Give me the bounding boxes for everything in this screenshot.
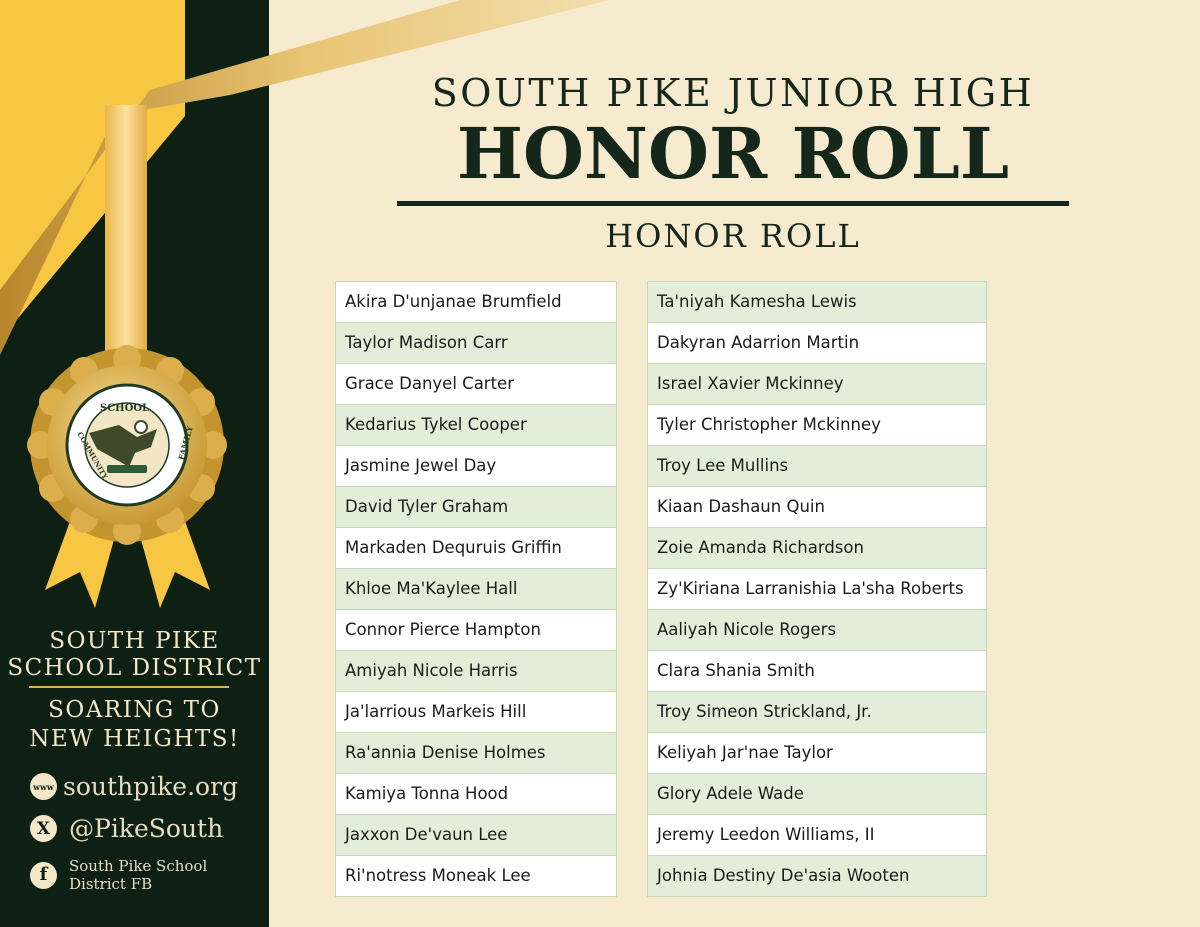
student-name-row: Dakyran Adarrion Martin xyxy=(648,322,986,363)
student-name-row: Glory Adele Wade xyxy=(648,773,986,814)
globe-icon: www xyxy=(30,773,57,800)
x-handle-text: @PikeSouth xyxy=(69,814,224,843)
facebook-text-line1: South Pike School xyxy=(69,857,208,875)
student-name-row: Troy Simeon Strickland, Jr. xyxy=(648,691,986,732)
x-social-link[interactable] xyxy=(30,814,223,843)
student-name-row: Troy Lee Mullins xyxy=(648,445,986,486)
student-name-row: Akira D'unjanae Brumfield xyxy=(336,282,616,322)
district-name xyxy=(0,628,269,682)
student-name-row: David Tyler Graham xyxy=(336,486,616,527)
motto-line1: SOARING TO xyxy=(48,697,221,723)
student-name-row: Israel Xavier Mckinney xyxy=(648,363,986,404)
student-name-row: Zy'Kiriana Larranishia La'sha Roberts xyxy=(648,568,986,609)
student-name-row: Ri'notress Moneak Lee xyxy=(336,855,616,896)
student-name-row: Jeremy Leedon Williams, II xyxy=(648,814,986,855)
student-name-row: Aaliyah Nicole Rogers xyxy=(648,609,986,650)
title-divider xyxy=(397,201,1069,206)
facebook-link[interactable] xyxy=(30,857,207,893)
student-list-column-2 xyxy=(647,281,987,897)
student-name-row: Keliyah Jar'nae Taylor xyxy=(648,732,986,773)
district-divider xyxy=(29,686,229,688)
section-subtitle: HONOR ROLL xyxy=(605,217,861,255)
student-name-row: Tyler Christopher Mckinney xyxy=(648,404,986,445)
seal-text-family: FAMILY xyxy=(176,424,195,462)
x-logo-icon: X xyxy=(30,815,57,842)
seal-text-community: COMMUNITY xyxy=(75,430,110,481)
student-name-row: Johnia Destiny De'asia Wooten xyxy=(648,855,986,896)
website-link[interactable] xyxy=(30,772,238,801)
student-name-row: Khloe Ma'Kaylee Hall xyxy=(336,568,616,609)
district-motto xyxy=(0,696,269,754)
facebook-text-line2: District FB xyxy=(69,875,153,893)
student-name-row: Jasmine Jewel Day xyxy=(336,445,616,486)
student-name-row: Ta'niyah Kamesha Lewis xyxy=(648,282,986,322)
student-name-row: Grace Danyel Carter xyxy=(336,363,616,404)
student-name-row: Amiyah Nicole Harris xyxy=(336,650,616,691)
facebook-icon: f xyxy=(30,862,57,889)
student-name-row: Kamiya Tonna Hood xyxy=(336,773,616,814)
student-name-row: Jaxxon De'vaun Lee xyxy=(336,814,616,855)
student-name-row: Zoie Amanda Richardson xyxy=(648,527,986,568)
district-name-line2: SCHOOL DISTRICT xyxy=(7,655,262,681)
student-name-row: Connor Pierce Hampton xyxy=(336,609,616,650)
student-list-column-1 xyxy=(335,281,617,897)
district-name-line1: SOUTH PIKE xyxy=(49,628,220,654)
facebook-text xyxy=(69,857,207,893)
page-title: HONOR ROLL xyxy=(456,112,1010,195)
student-name-row: Kedarius Tykel Cooper xyxy=(336,404,616,445)
student-name-row: Clara Shania Smith xyxy=(648,650,986,691)
student-name-row: Ja'larrious Markeis Hill xyxy=(336,691,616,732)
school-name: SOUTH PIKE JUNIOR HIGH xyxy=(431,71,1035,115)
medal-seal xyxy=(30,348,224,542)
seal-text-school: SCHOOL xyxy=(100,403,150,414)
student-name-row: Markaden Dequruis Griffin xyxy=(336,527,616,568)
title-block xyxy=(397,70,1069,195)
motto-line2: NEW HEIGHTS! xyxy=(29,726,240,752)
student-name-row: Taylor Madison Carr xyxy=(336,322,616,363)
student-name-row: Ra'annia Denise Holmes xyxy=(336,732,616,773)
student-name-row: Kiaan Dashaun Quin xyxy=(648,486,986,527)
website-text: southpike.org xyxy=(63,772,239,801)
